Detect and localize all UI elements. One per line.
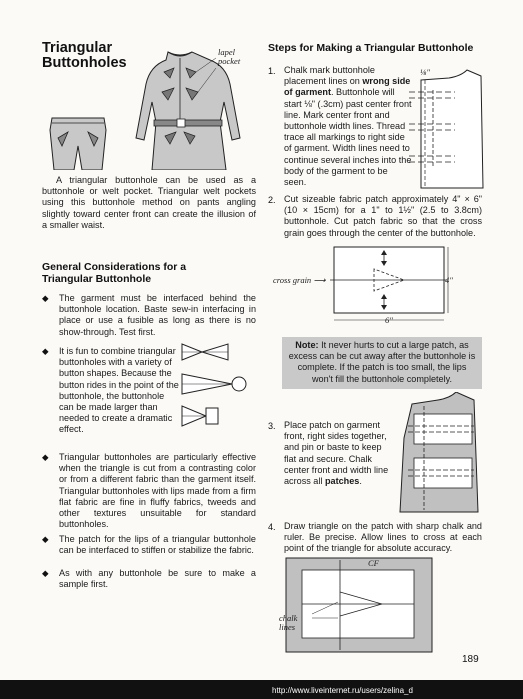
diagram-label-cross-grain: cross grain ⟶ bbox=[273, 275, 326, 285]
step-number-3: 3. bbox=[268, 421, 276, 431]
page-title-line2: Buttonholes bbox=[42, 55, 127, 71]
diagram-label-4in: 4" bbox=[445, 275, 453, 285]
bullet-diamond-icon: ◆ bbox=[42, 347, 49, 357]
bullet-diamond-icon: ◆ bbox=[42, 294, 49, 304]
bullet-diamond-icon: ◆ bbox=[42, 535, 49, 545]
pants-figure bbox=[50, 118, 106, 170]
figure-label-lapel: lapel bbox=[218, 47, 235, 57]
bullet-diamond-icon: ◆ bbox=[42, 569, 49, 579]
bullet-item-3: Triangular buttonholes are particularly effective when the triangle is cut from a contrasting color or from a different fabric than the garment itself. Triangular buttonholes with lips made from a firm flat fabric are fine in fluffy fabrics, tweeds and other textures unsuitable for standard buttonholes. bbox=[59, 452, 256, 530]
figure-label-pocket: pocket bbox=[218, 56, 241, 66]
step-4-text: Draw triangle on the patch with sharp chalk and ruler. Be precise. Allow lines to cross at each point of the triangle for absolute accuracy. bbox=[284, 521, 482, 554]
step-1-garment-diagram bbox=[405, 62, 487, 190]
bullet-diamond-icon: ◆ bbox=[42, 453, 49, 463]
bullet-item-5: As with any buttonhole be sure to make a sample first. bbox=[59, 568, 256, 590]
step-4-chalk-diagram bbox=[282, 556, 434, 654]
diagram-label-chalk: chalk bbox=[279, 613, 298, 623]
bullet-item-4: The patch for the lips of a triangular buttonhole can be interfaced to stiffen or stabilize the fabric. bbox=[59, 534, 256, 556]
intro-paragraph: A triangular buttonhole can be used as a buttonhole or welt pocket. Triangular welt pockets using this buttonhole method on pants angling slightly toward center front can create the illusion of a smaller waist. bbox=[42, 175, 256, 230]
page-title-line1: Triangular bbox=[42, 40, 113, 56]
note-text: Note: It never hurts to cut a large patch, as excess can be cut away after the buttonhole is complete. If the patch is too small, the lips won't fill the buttonhole completely. bbox=[288, 340, 476, 384]
section-heading-line1: General Considerations for a bbox=[42, 261, 187, 273]
note-label: Note: bbox=[295, 340, 319, 350]
button-shapes-illustration bbox=[180, 340, 252, 432]
step-number-4: 4. bbox=[268, 522, 276, 532]
step-number-1: 1. bbox=[268, 66, 276, 76]
diagram-label-cf: CF bbox=[368, 558, 379, 568]
watermark-bar bbox=[0, 680, 523, 699]
page-number: 189 bbox=[462, 654, 479, 665]
step-3-garment-diagram bbox=[394, 392, 486, 514]
diagram-label-lines: lines bbox=[279, 622, 296, 632]
watermark-text: http://www.liveinternet.ru/users/zelina_d bbox=[272, 686, 413, 695]
step-1-emphasis: wrong side of garment bbox=[284, 76, 411, 98]
jacket-figure bbox=[136, 52, 240, 170]
fabric-patch-diagram bbox=[330, 245, 456, 327]
bullet-item-2: It is fun to combine triangular buttonholes with a variety of button shapes. Because the button rides in the point of the buttonhole, the buttonhole can be made larger than needed to create a dramatic effect. bbox=[59, 346, 179, 435]
steps-heading: Steps for Making a Triangular Buttonhole bbox=[268, 42, 474, 54]
diagram-label-eighth-inch: ⅛" bbox=[420, 67, 430, 77]
note-box bbox=[282, 337, 482, 389]
diagram-label-6in: 6" bbox=[385, 315, 393, 325]
step-1-text: Chalk mark buttonhole placement lines on wrong side of garment. Buttonhole will start ⅛" (.3cm) past center front line. Mark center front and buttonhole width lines. Thread trace all markings to right side of garment. Width lines need to continue several inches into the body of the garment to be seen. bbox=[284, 65, 412, 188]
step-2-text: Cut sizeable fabric patch approximately 4" × 6" (10 × 15cm) for a 1" to 1½" (2.5 to 3.8cm) buttonhole. Cut patch fabric so that the cross grain goes through the center of the buttonhole. bbox=[284, 194, 482, 238]
step-3-text: Place patch on garment front, right sides together, and pin or baste to keep flat and secure. Chalk center front and width line across all patches. bbox=[284, 420, 389, 487]
step-number-2: 2. bbox=[268, 195, 276, 205]
section-heading-line2: Triangular Buttonhole bbox=[42, 273, 152, 285]
step-3-emphasis: patches bbox=[324, 476, 360, 487]
bullet-item-1: The garment must be interfaced behind the buttonhole location. Baste sew-in interfacing in place or use a fusible as long as there is no show-through. Test first. bbox=[59, 293, 256, 337]
